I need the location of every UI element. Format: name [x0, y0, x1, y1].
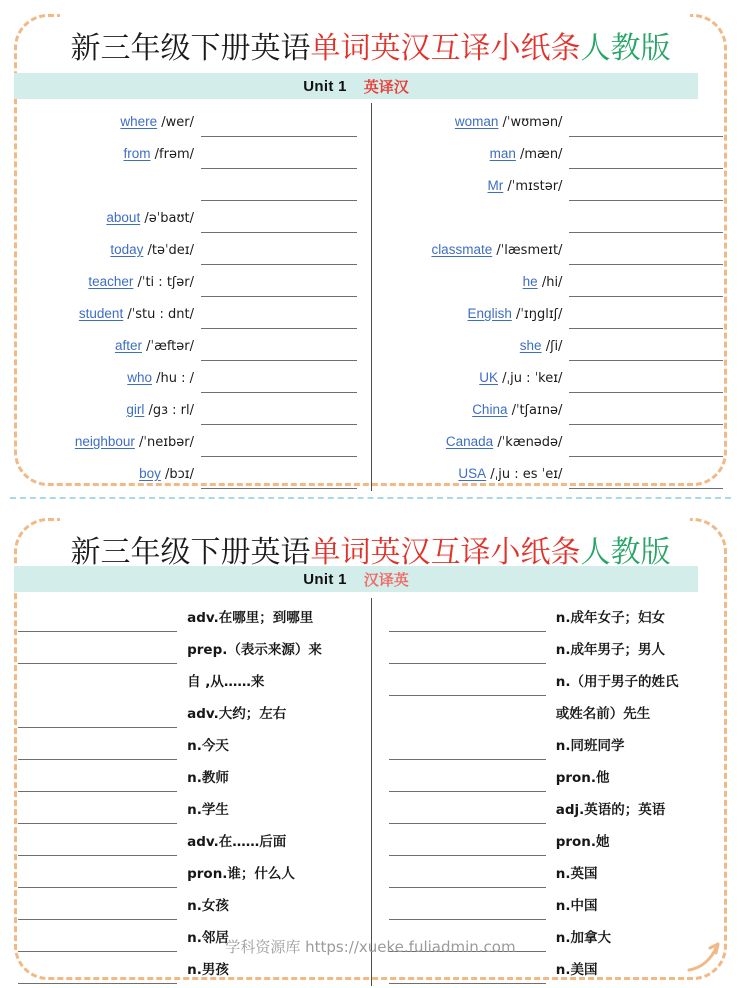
word-row	[18, 297, 357, 329]
word-term	[18, 466, 201, 489]
word-row	[18, 233, 357, 265]
english-word: English	[467, 306, 512, 321]
english-word: today	[110, 242, 144, 257]
english-word: teacher	[88, 274, 134, 289]
chinese-meaning: n.成年女子；妇女	[555, 610, 665, 626]
meaning-row	[389, 760, 724, 792]
chinese-meaning: 自 ,从……来	[187, 674, 265, 690]
phonetic: /təˈdeɪ/	[143, 243, 195, 258]
title-segment-topic: 单词英汉互译小纸条	[310, 31, 581, 66]
word-row	[389, 393, 724, 425]
meaning-row	[18, 632, 357, 664]
answer-blank[interactable]	[201, 465, 356, 489]
meaning-row	[389, 792, 724, 824]
meaning-row	[389, 728, 724, 760]
phonetic: /ˈtʃaɪnə/	[507, 403, 563, 418]
word-row	[389, 457, 724, 489]
answer-blank[interactable]	[389, 608, 546, 632]
meaning-row	[18, 888, 357, 920]
answer-blank[interactable]	[18, 640, 177, 664]
answer-blank[interactable]	[201, 433, 356, 457]
phonetic: /ˌju : es ˈeɪ/	[486, 467, 563, 482]
answer-blank[interactable]	[569, 241, 723, 265]
answer-blank-spacer	[389, 705, 546, 728]
word-row	[18, 425, 357, 457]
unit-label-bottom: Unit 1	[303, 570, 347, 588]
phonetic: /ˈkænədə/	[493, 435, 563, 450]
meaning-row	[18, 856, 357, 888]
answer-blank[interactable]	[569, 145, 723, 169]
meaning-row	[389, 888, 724, 920]
column-divider-top	[371, 103, 372, 491]
word-term	[389, 338, 570, 361]
word-row	[389, 297, 724, 329]
answer-blank[interactable]	[569, 465, 723, 489]
page-title-bottom	[0, 534, 741, 572]
english-word: student	[78, 306, 124, 321]
english-word: classmate	[431, 242, 493, 257]
answer-blank[interactable]	[389, 672, 546, 696]
phonetic: /frəm/	[150, 147, 195, 162]
phonetic: /wer/	[157, 115, 195, 130]
english-word: woman	[454, 114, 499, 129]
chinese-meaning: prep.（表示来源）来	[187, 642, 322, 658]
chinese-meaning: n.学生	[187, 802, 229, 818]
answer-blank[interactable]	[201, 305, 356, 329]
word-row	[18, 265, 357, 297]
chinese-meaning: n.英国	[555, 866, 598, 882]
chinese-meaning: n.女孩	[187, 898, 229, 914]
word-term	[18, 274, 201, 297]
word-row	[18, 137, 357, 169]
chinese-meaning: n.美国	[555, 962, 598, 978]
word-row	[389, 425, 724, 457]
phonetic: /ʃi/	[541, 339, 563, 354]
answer-blank[interactable]	[201, 241, 356, 265]
phonetic: /hi/	[537, 275, 563, 290]
answer-blank[interactable]	[201, 401, 356, 425]
english-word: UK	[479, 370, 498, 385]
answer-blank[interactable]	[201, 369, 356, 393]
chinese-meaning: n.男孩	[187, 962, 229, 978]
word-row	[18, 105, 357, 137]
answer-blank[interactable]	[569, 369, 723, 393]
chinese-meaning: pron.谁；什么人	[187, 866, 295, 882]
watermark: 学科资源库 https://xueke.fuliadmin.com	[225, 938, 516, 956]
answer-blank[interactable]	[389, 960, 546, 984]
word-term	[18, 402, 201, 425]
answer-blank[interactable]	[569, 273, 723, 297]
chinese-meaning: pron.他	[555, 770, 610, 786]
unit-label-top: Unit 1	[303, 77, 347, 95]
word-row	[18, 169, 357, 201]
phonetic: /ˈmɪstər/	[503, 179, 563, 194]
direction-label-top: 英译汉	[363, 78, 409, 96]
word-term	[389, 402, 570, 425]
answer-blank[interactable]	[389, 768, 546, 792]
word-row	[18, 457, 357, 489]
chinese-meaning: 或姓名前）先生	[555, 706, 651, 722]
word-term	[18, 114, 201, 137]
english-word: boy	[139, 466, 161, 481]
meaning-row	[18, 792, 357, 824]
word-grid-top	[18, 105, 723, 489]
meaning-row	[18, 664, 357, 696]
meaning-row	[18, 824, 357, 856]
word-term	[389, 242, 570, 265]
phonetic: /gɜ : rl/	[144, 403, 195, 418]
chinese-meaning: n.中国	[555, 898, 598, 914]
answer-blank[interactable]	[18, 864, 177, 888]
english-word: about	[106, 210, 141, 225]
answer-blank[interactable]	[569, 177, 723, 201]
word-row	[389, 329, 724, 361]
answer-blank[interactable]	[201, 209, 356, 233]
phonetic: /ˈti : tʃər/	[133, 275, 195, 290]
phonetic: /ˈstu : dnt/	[123, 307, 195, 322]
chinese-meaning: adj.英语的；英语	[555, 802, 666, 818]
answer-blank[interactable]	[389, 896, 546, 920]
word-term	[18, 210, 201, 233]
answer-blank[interactable]	[569, 433, 723, 457]
answer-blank[interactable]	[201, 113, 356, 137]
word-row	[18, 329, 357, 361]
english-word: Canada	[445, 434, 494, 449]
word-row	[389, 361, 724, 393]
chinese-meaning: adv.在……后面	[187, 834, 287, 850]
word-term	[389, 227, 570, 233]
answer-blank[interactable]	[18, 704, 177, 728]
phonetic: /mæn/	[515, 147, 563, 162]
answer-blank[interactable]	[18, 736, 177, 760]
word-term	[389, 466, 570, 489]
phonetic: /hu : /	[152, 371, 195, 386]
word-term	[389, 146, 570, 169]
chinese-meaning: n.同班同学	[555, 738, 625, 754]
english-word: man	[489, 146, 516, 161]
word-row	[389, 169, 724, 201]
answer-blank[interactable]	[389, 736, 546, 760]
answer-blank[interactable]	[389, 800, 546, 824]
title-segment-topic-2: 单词英汉互译小纸条	[310, 535, 581, 570]
word-row	[18, 361, 357, 393]
phonetic: /bɔɪ/	[160, 467, 195, 482]
answer-blank[interactable]	[389, 640, 546, 664]
column-right-bottom	[371, 600, 724, 984]
word-term	[389, 370, 570, 393]
chinese-meaning: n.教师	[187, 770, 229, 786]
word-row	[389, 265, 724, 297]
word-term	[18, 434, 201, 457]
answer-blank[interactable]	[569, 113, 723, 137]
title-segment-grade: 新三年级下册英语	[70, 31, 311, 66]
phonetic: /ˌju : ˈkeɪ/	[498, 371, 563, 386]
answer-blank[interactable]	[201, 273, 356, 297]
meaning-row	[18, 600, 357, 632]
meaning-row	[18, 728, 357, 760]
english-word: USA	[458, 466, 487, 481]
answer-blank[interactable]	[389, 864, 546, 888]
word-term	[18, 195, 201, 201]
word-row	[18, 393, 357, 425]
unit-bar-top	[14, 73, 698, 99]
phonetic: /ˈɪŋglɪʃ/	[511, 307, 563, 322]
word-row	[389, 233, 724, 265]
chinese-meaning: adv.大约；左右	[187, 706, 287, 722]
answer-blank[interactable]	[569, 209, 723, 233]
answer-blank[interactable]	[201, 177, 356, 201]
column-left-bottom	[18, 600, 371, 984]
meaning-row	[389, 696, 724, 728]
phonetic: /əˈbaʊt/	[140, 211, 195, 226]
meaning-row	[18, 696, 357, 728]
english-word: girl	[126, 402, 145, 417]
word-term	[18, 338, 201, 361]
title-segment-publisher: 人教版	[580, 31, 671, 66]
meaning-row	[389, 632, 724, 664]
word-row	[389, 137, 724, 169]
answer-blank-spacer	[18, 673, 177, 696]
english-word: she	[519, 338, 542, 353]
answer-blank[interactable]	[18, 800, 177, 824]
phonetic: /ˈwʊmən/	[498, 115, 563, 130]
answer-blank[interactable]	[18, 768, 177, 792]
english-word: China	[472, 402, 508, 417]
meaning-row	[389, 824, 724, 856]
answer-blank[interactable]	[569, 305, 723, 329]
answer-blank[interactable]	[201, 145, 356, 169]
english-word: after	[114, 338, 142, 353]
answer-blank[interactable]	[18, 960, 177, 984]
meaning-row	[389, 600, 724, 632]
chinese-meaning: n.成年男子；男人	[555, 642, 665, 658]
title-segment-grade-2: 新三年级下册英语	[70, 535, 311, 570]
english-word: who	[127, 370, 152, 385]
word-term	[18, 242, 201, 265]
phonetic: /ˈæftər/	[141, 339, 195, 354]
word-term	[389, 306, 570, 329]
meaning-row	[389, 664, 724, 696]
english-word: neighbour	[74, 434, 135, 449]
answer-blank[interactable]	[389, 832, 546, 856]
chinese-meaning: n.（用于男子的姓氏	[555, 674, 679, 690]
title-segment-publisher-2: 人教版	[580, 535, 671, 570]
chinese-meaning: n.加拿大	[555, 930, 611, 946]
word-row	[18, 201, 357, 233]
english-word: Mr	[487, 178, 504, 193]
word-term	[18, 370, 201, 393]
column-left-top	[18, 105, 371, 489]
word-term	[389, 178, 570, 201]
word-term	[18, 146, 201, 169]
answer-blank[interactable]	[18, 608, 177, 632]
cut-line	[10, 497, 731, 499]
meaning-row	[18, 760, 357, 792]
answer-blank[interactable]	[569, 401, 723, 425]
english-word: where	[120, 114, 158, 129]
word-term	[389, 114, 570, 137]
phonetic: /ˈneɪbər/	[134, 435, 195, 450]
column-right-top	[371, 105, 724, 489]
chinese-meaning: n.邻居	[187, 930, 229, 946]
chinese-meaning: n.今天	[187, 738, 229, 754]
answer-blank[interactable]	[18, 896, 177, 920]
answer-blank[interactable]	[201, 337, 356, 361]
answer-blank[interactable]	[569, 337, 723, 361]
chinese-meaning: pron.她	[555, 834, 610, 850]
word-row	[389, 105, 724, 137]
chinese-meaning: adv.在哪里；到哪里	[187, 610, 314, 626]
word-term	[18, 306, 201, 329]
word-term	[389, 274, 570, 297]
column-divider-bottom	[371, 598, 372, 986]
page-title-top	[0, 30, 741, 68]
direction-label-bottom: 汉译英	[363, 571, 409, 589]
meaning-grid-bottom	[18, 600, 723, 984]
meaning-row	[389, 856, 724, 888]
english-word: from	[123, 146, 151, 161]
answer-blank[interactable]	[18, 832, 177, 856]
english-word: he	[522, 274, 538, 289]
word-term	[389, 434, 570, 457]
phonetic: /ˈlæsmeɪt/	[492, 243, 563, 258]
word-row	[389, 201, 724, 233]
